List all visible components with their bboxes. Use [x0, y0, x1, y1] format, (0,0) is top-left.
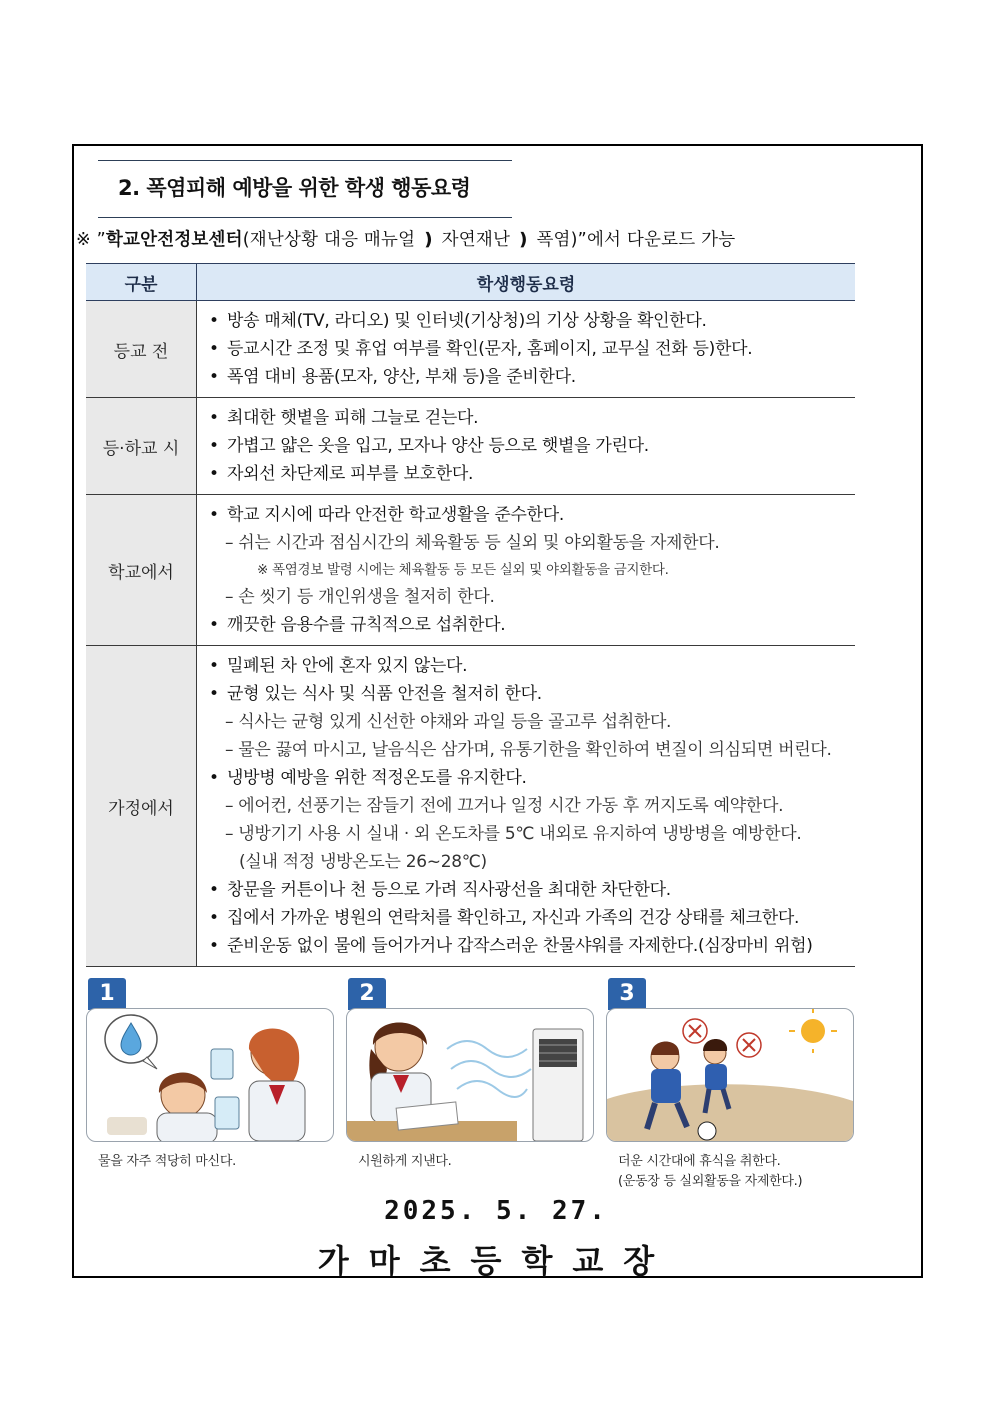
rule-item — [209, 904, 855, 932]
rule-item — [209, 764, 855, 792]
rule-text: – 쉬는 시간과 점심시간의 체육활동 등 실외 및 야외활동을 자제한다. — [225, 533, 720, 553]
panel-caption-line-2: (운동장 등 실외활동을 자제한다.) — [618, 1174, 803, 1189]
rule-subitem — [209, 820, 855, 848]
rule-item — [209, 363, 855, 391]
panel-number-badge: 3 — [608, 978, 646, 1010]
rule-note — [209, 557, 855, 583]
row-rules — [197, 646, 856, 967]
drinking-water-image — [87, 1009, 333, 1141]
bullet-icon: • — [209, 880, 219, 900]
rule-text: 자외선 차단제로 피부를 보호한다. — [227, 464, 474, 484]
behavior-rules-table — [86, 263, 855, 967]
rule-text: 최대한 햇볕을 피해 그늘로 걷는다. — [227, 408, 479, 428]
table-row — [86, 398, 855, 495]
rule-subitem — [209, 708, 855, 736]
rule-text: 방송 매체(TV, 라디오) 및 인터넷(기상청)의 기상 상황을 확인한다. — [227, 311, 707, 331]
panel-number-badge: 2 — [348, 978, 386, 1010]
rule-item — [209, 404, 855, 432]
rule-item — [209, 432, 855, 460]
section-heading: 2. 폭염피해 예방을 위한 학생 행동요령 — [118, 176, 471, 200]
bullet-icon: • — [209, 464, 219, 484]
header-category: 구분 — [86, 264, 197, 301]
panel-number-badge: 1 — [88, 978, 126, 1010]
rule-item — [209, 307, 855, 335]
rule-subitem — [209, 848, 855, 876]
bullet-icon: • — [209, 505, 219, 525]
source-path: (재난상황 대응 매뉴얼 ❫ 자연재난 ❫ 폭염)”에서 다운로드 가능 — [242, 230, 736, 250]
rule-text: 깨끗한 음용수를 규칙적으로 섭취한다. — [227, 615, 506, 635]
rule-text: – 물은 끓여 마시고, 날음식은 삼가며, 유통기한을 확인하여 변질이 의심되면 버린다. — [225, 740, 832, 760]
row-category: 등·하교 시 — [86, 398, 197, 495]
row-category: 학교에서 — [86, 495, 197, 646]
rule-text: 냉방병 예방을 위한 적정온도를 유지한다. — [227, 768, 527, 788]
resting-image — [607, 1009, 853, 1141]
rule-text: – 식사는 균형 있게 신선한 야채와 과일 등을 골고루 섭취한다. — [225, 712, 672, 732]
bullet-icon: • — [209, 684, 219, 704]
source-note — [76, 226, 735, 251]
rule-subitem — [209, 583, 855, 611]
source-prefix: ※ ” — [76, 230, 106, 250]
cooling-illustration — [346, 1008, 594, 1142]
rule-text: – 냉방기기 사용 시 실내 · 외 온도차를 5℃ 내외로 유지하여 냉방병을 예방한다. — [225, 824, 802, 844]
rule-subitem — [209, 792, 855, 820]
resting-illustration — [606, 1008, 854, 1142]
rule-subitem — [209, 529, 855, 557]
rule-item — [209, 932, 855, 960]
rule-item — [209, 876, 855, 904]
rule-item — [209, 680, 855, 708]
rule-text: – 손 씻기 등 개인위생을 철저히 한다. — [225, 587, 495, 607]
table-row — [86, 495, 855, 646]
header-rules: 학생행동요령 — [197, 264, 856, 301]
rule-text: 준비운동 없이 물에 들어가거나 갑작스러운 찬물샤워를 자제한다.(심장마비 위험) — [227, 936, 813, 956]
rule-subitem — [209, 736, 855, 764]
panel-caption: 물을 자주 적당히 마신다. — [98, 1154, 236, 1169]
rule-item — [209, 501, 855, 529]
rule-text: (실내 적정 냉방온도는 26~28℃) — [239, 852, 487, 872]
rule-text: 가볍고 얇은 옷을 입고, 모자나 양산 등으로 햇볕을 가린다. — [227, 436, 649, 456]
panel-caption-line-1: 더운 시간대에 휴식을 취한다. — [618, 1154, 781, 1169]
heading-bottom-rule — [98, 217, 512, 218]
panel-caption — [618, 1152, 802, 1192]
rule-text: – 에어컨, 선풍기는 잠들기 전에 끄거나 일정 시간 가동 후 꺼지도록 예약한다. — [225, 796, 784, 816]
bullet-icon: • — [209, 768, 219, 788]
rule-text: ※ 폭염경보 발령 시에는 체육활동 등 모든 실외 및 야외활동을 금지한다. — [257, 562, 669, 578]
source-site-name: 학교안전정보센터 — [105, 230, 243, 250]
table-body — [86, 301, 855, 967]
rule-item — [209, 460, 855, 488]
rule-text: 집에서 가까운 병원의 연락처를 확인하고, 자신과 가족의 건강 상태를 체크한다. — [227, 908, 800, 928]
row-rules — [197, 301, 856, 398]
row-category: 등교 전 — [86, 301, 197, 398]
table-header-row — [86, 264, 855, 301]
panel-caption: 시원하게 지낸다. — [358, 1154, 452, 1169]
bullet-icon: • — [209, 408, 219, 428]
bullet-icon: • — [209, 908, 219, 928]
drinking-water-illustration — [86, 1008, 334, 1142]
bullet-icon: • — [209, 311, 219, 331]
rule-text: 폭염 대비 용품(모자, 양산, 부채 등)을 준비한다. — [227, 367, 576, 387]
row-category: 가정에서 — [86, 646, 197, 967]
table-row — [86, 301, 855, 398]
bullet-icon: • — [209, 436, 219, 456]
rule-text: 균형 있는 식사 및 식품 안전을 철저히 한다. — [227, 684, 542, 704]
bullet-icon: • — [209, 339, 219, 359]
heading-top-rule — [98, 160, 512, 161]
bullet-icon: • — [209, 615, 219, 635]
table-row — [86, 646, 855, 967]
row-rules — [197, 495, 856, 646]
bullet-icon: • — [209, 656, 219, 676]
rule-item — [209, 611, 855, 639]
rule-text: 창문을 커튼이나 천 등으로 가려 직사광선을 최대한 차단한다. — [227, 880, 671, 900]
document-date: 2025. 5. 27. — [384, 1196, 608, 1226]
rule-item — [209, 652, 855, 680]
bullet-icon: • — [209, 936, 219, 956]
issuer-signature: 가마초등학교장 — [317, 1242, 675, 1280]
rule-item — [209, 335, 855, 363]
cooling-image — [347, 1009, 593, 1141]
rule-text: 학교 지시에 따라 안전한 학교생활을 준수한다. — [227, 505, 564, 525]
bullet-icon: • — [209, 367, 219, 387]
rule-text: 등교시간 조정 및 휴업 여부를 확인(문자, 홈페이지, 교무실 전화 등)한다. — [227, 339, 753, 359]
row-rules — [197, 398, 856, 495]
rule-text: 밀폐된 차 안에 혼자 있지 않는다. — [227, 656, 468, 676]
